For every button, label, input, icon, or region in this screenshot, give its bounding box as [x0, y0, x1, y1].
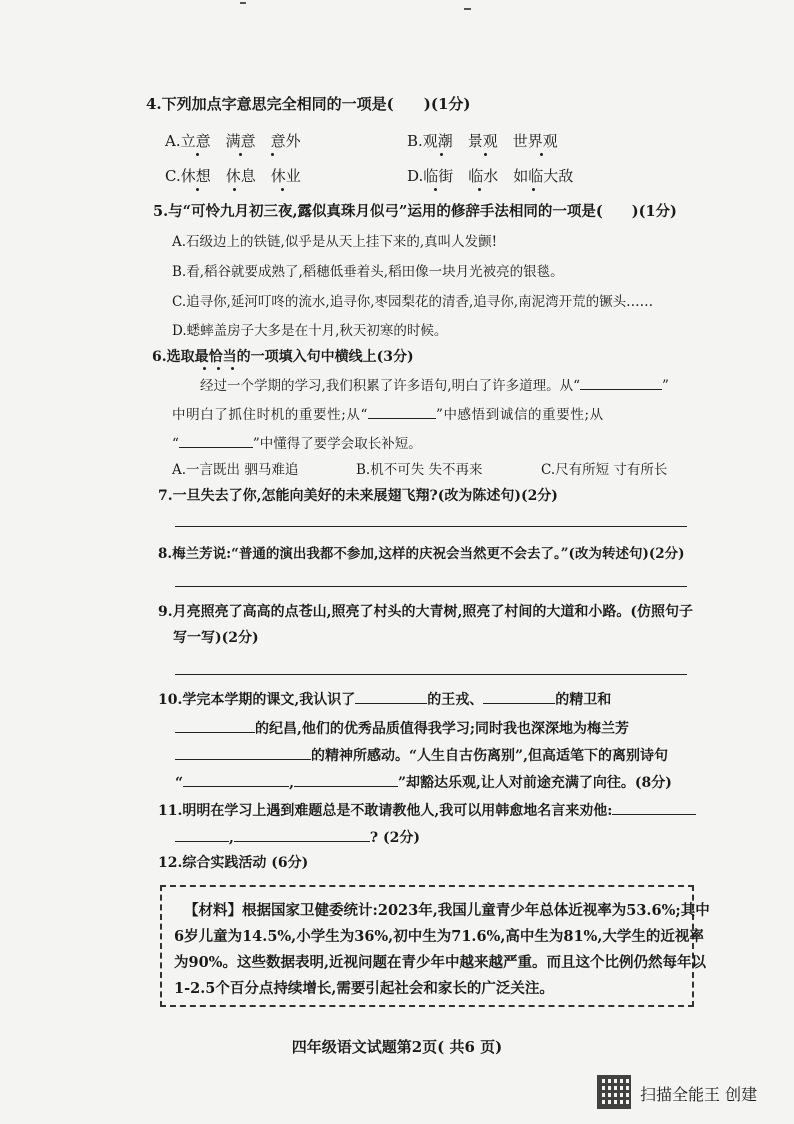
q10-blank-6[interactable]	[294, 772, 398, 787]
q11-text: 11.明明在学习上遇到难题总是不敢请教他人,我可以用韩愈地名言来劝他:	[158, 803, 613, 819]
emphasis-dot	[231, 367, 234, 370]
q5-option-d: D.蟋蟀盖房子大多是在十月,秋天初寒的时候。	[172, 323, 448, 339]
q6-line2-text-b: ”中感悟到诚信的重要性;从	[435, 407, 604, 423]
q6-stem: 6.选取最恰当的一项填入句中横线上(3分)	[152, 349, 414, 365]
q10-text-f: ”却豁达乐观,让人对前途充满了向往。(8分)	[397, 775, 672, 791]
q6-line1	[200, 375, 669, 396]
q6-option-c: C.尺有所短 寸有所长	[541, 462, 668, 478]
q6-line3-quote: “	[172, 436, 179, 452]
q12-stem: 12.综合实践活动 (6分)	[158, 855, 309, 871]
q6-option-b: B.机不可失 失不再来	[356, 462, 483, 478]
q10-text-e: 的精神所感动。“人生自古伤离别”,但高适笔下的离别诗句	[311, 748, 668, 764]
q10-line4	[175, 772, 672, 793]
q9-stem-line2: 写一写)(2分)	[173, 630, 259, 646]
q10-text-b: 的王戎、	[427, 692, 484, 708]
scan-mark	[464, 8, 471, 10]
q4-option-c: C.休想 休息 休业	[165, 167, 301, 185]
q10-text-a: 10.学完本学期的课文,我认识了	[158, 692, 356, 708]
q10-quote-open: “	[175, 775, 184, 791]
q7-stem: 7.一旦失去了你,怎能向美好的未来展翅飞翔?(改为陈述句)(2分)	[158, 488, 558, 504]
q11-line1	[158, 800, 696, 821]
q10-blank-3[interactable]	[175, 718, 255, 733]
material-line-2: 6岁儿童为14.5%,小学生为36%,初中生为71.6%,高中生为81%,大学生的近视率	[174, 928, 704, 945]
emphasis-dot	[440, 153, 443, 156]
q4-option-d: D.临街 临水 如临大敌	[407, 167, 574, 185]
emphasis-dot	[478, 188, 481, 191]
q6-blank-1[interactable]	[580, 375, 662, 390]
emphasis-dot	[196, 188, 199, 191]
q6-blank-2[interactable]	[368, 404, 436, 419]
q5-option-a: A.石级边上的铁链,似乎是从天上挂下来的,真叫人发颤!	[172, 234, 498, 250]
q9-stem-line1: 9.月亮照亮了高高的点苍山,照亮了村头的大青树,照亮了村间的大道和小路。(仿照句子	[158, 604, 693, 620]
material-box	[160, 885, 710, 1007]
q10-line2	[175, 718, 629, 739]
q11-blank-3[interactable]	[234, 827, 370, 842]
scanner-watermark: 扫描全能王 创建	[640, 1085, 758, 1104]
q6-line1-text: 经过一个学期的学习,我们积累了许多语句,明白了许多道理。从“	[200, 378, 580, 394]
q10-line1	[158, 689, 611, 710]
material-line-4: 1-2.5个百分点持续增长,需要引起社会和家长的广泛关注。	[174, 980, 554, 997]
q9-answer-line[interactable]	[175, 674, 687, 675]
q10-blank-4[interactable]	[175, 745, 311, 760]
q4-option-a: A.立意 满意 意外	[165, 132, 301, 150]
page-footer: 四年级语文试题第2页( 共6 页)	[291, 1038, 503, 1056]
emphasis-dot	[281, 188, 284, 191]
q6-line3-text: ”中懂得了要学会取长补短。	[252, 436, 422, 452]
emphasis-dot	[239, 153, 242, 156]
q7-answer-line[interactable]	[175, 526, 687, 527]
q10-text-c: 的精卫和	[555, 692, 612, 708]
emphasis-dot	[196, 153, 199, 156]
q4-stem: 4.下列加点字意思完全相同的一项是( )(1分)	[146, 95, 471, 113]
q11-blank-2[interactable]	[175, 827, 229, 842]
q11-text-end: ? (2分)	[369, 830, 420, 846]
q8-answer-line[interactable]	[175, 586, 687, 587]
q11-comma: ,	[229, 830, 234, 846]
q6-line3	[172, 433, 422, 454]
emphasis-dot	[217, 367, 220, 370]
q5-option-c: C.追寻你,延河叮咚的流水,追寻你,枣园梨花的清香,追寻你,南泥湾开荒的镢头……	[172, 294, 654, 310]
material-line-1: 【材料】根据国家卫健委统计:2023年,我国儿童青少年总体近视率为53.6%;其中	[184, 902, 710, 919]
q11-line2	[175, 827, 420, 848]
emphasis-dot	[484, 153, 487, 156]
q6-option-a: A.一言既出 驷马难追	[172, 462, 299, 478]
q10-comma: ,	[289, 775, 294, 791]
q10-text-d: 的纪昌,他们的优秀品质值得我学习;同时我也深深地为梅兰芳	[255, 721, 630, 737]
emphasis-dot	[271, 153, 274, 156]
q10-blank-2[interactable]	[483, 689, 555, 704]
emphasis-dot	[203, 367, 206, 370]
emphasis-dot	[540, 153, 543, 156]
qr-code-icon	[597, 1075, 631, 1109]
q8-stem: 8.梅兰芳说:“普通的演出我都不参加,这样的庆祝会当然更不会去了。”(改为转述句)(2分)	[158, 546, 685, 562]
scan-mark	[240, 2, 246, 4]
q5-option-b: B.看,稻谷就要成熟了,稻穗低垂着头,稻田像一块月光被亮的银毯。	[172, 264, 564, 280]
q6-quote-close: ”	[661, 378, 669, 394]
emphasis-dot	[233, 188, 236, 191]
emphasis-dot	[434, 188, 437, 191]
q6-line2	[172, 404, 604, 425]
emphasis-dot	[532, 188, 535, 191]
q10-blank-1[interactable]	[355, 689, 427, 704]
q6-blank-3[interactable]	[179, 433, 253, 448]
q11-blank-1[interactable]	[612, 800, 696, 815]
q5-stem: 5.与“可怜九月初三夜,露似真珠月似弓”运用的修辞手法相同的一项是( )(1分)	[153, 203, 677, 220]
material-line-3: 为90%。这些数据表明,近视问题在青少年中越来越严重。而且这个比例仍然每年以	[174, 954, 707, 971]
q10-line3	[175, 745, 668, 766]
q4-option-b: B.观潮 景观 世界观	[407, 132, 558, 150]
q6-line2-text-a: 中明白了抓住时机的重要性;从“	[172, 407, 368, 423]
q10-blank-5[interactable]	[183, 772, 289, 787]
